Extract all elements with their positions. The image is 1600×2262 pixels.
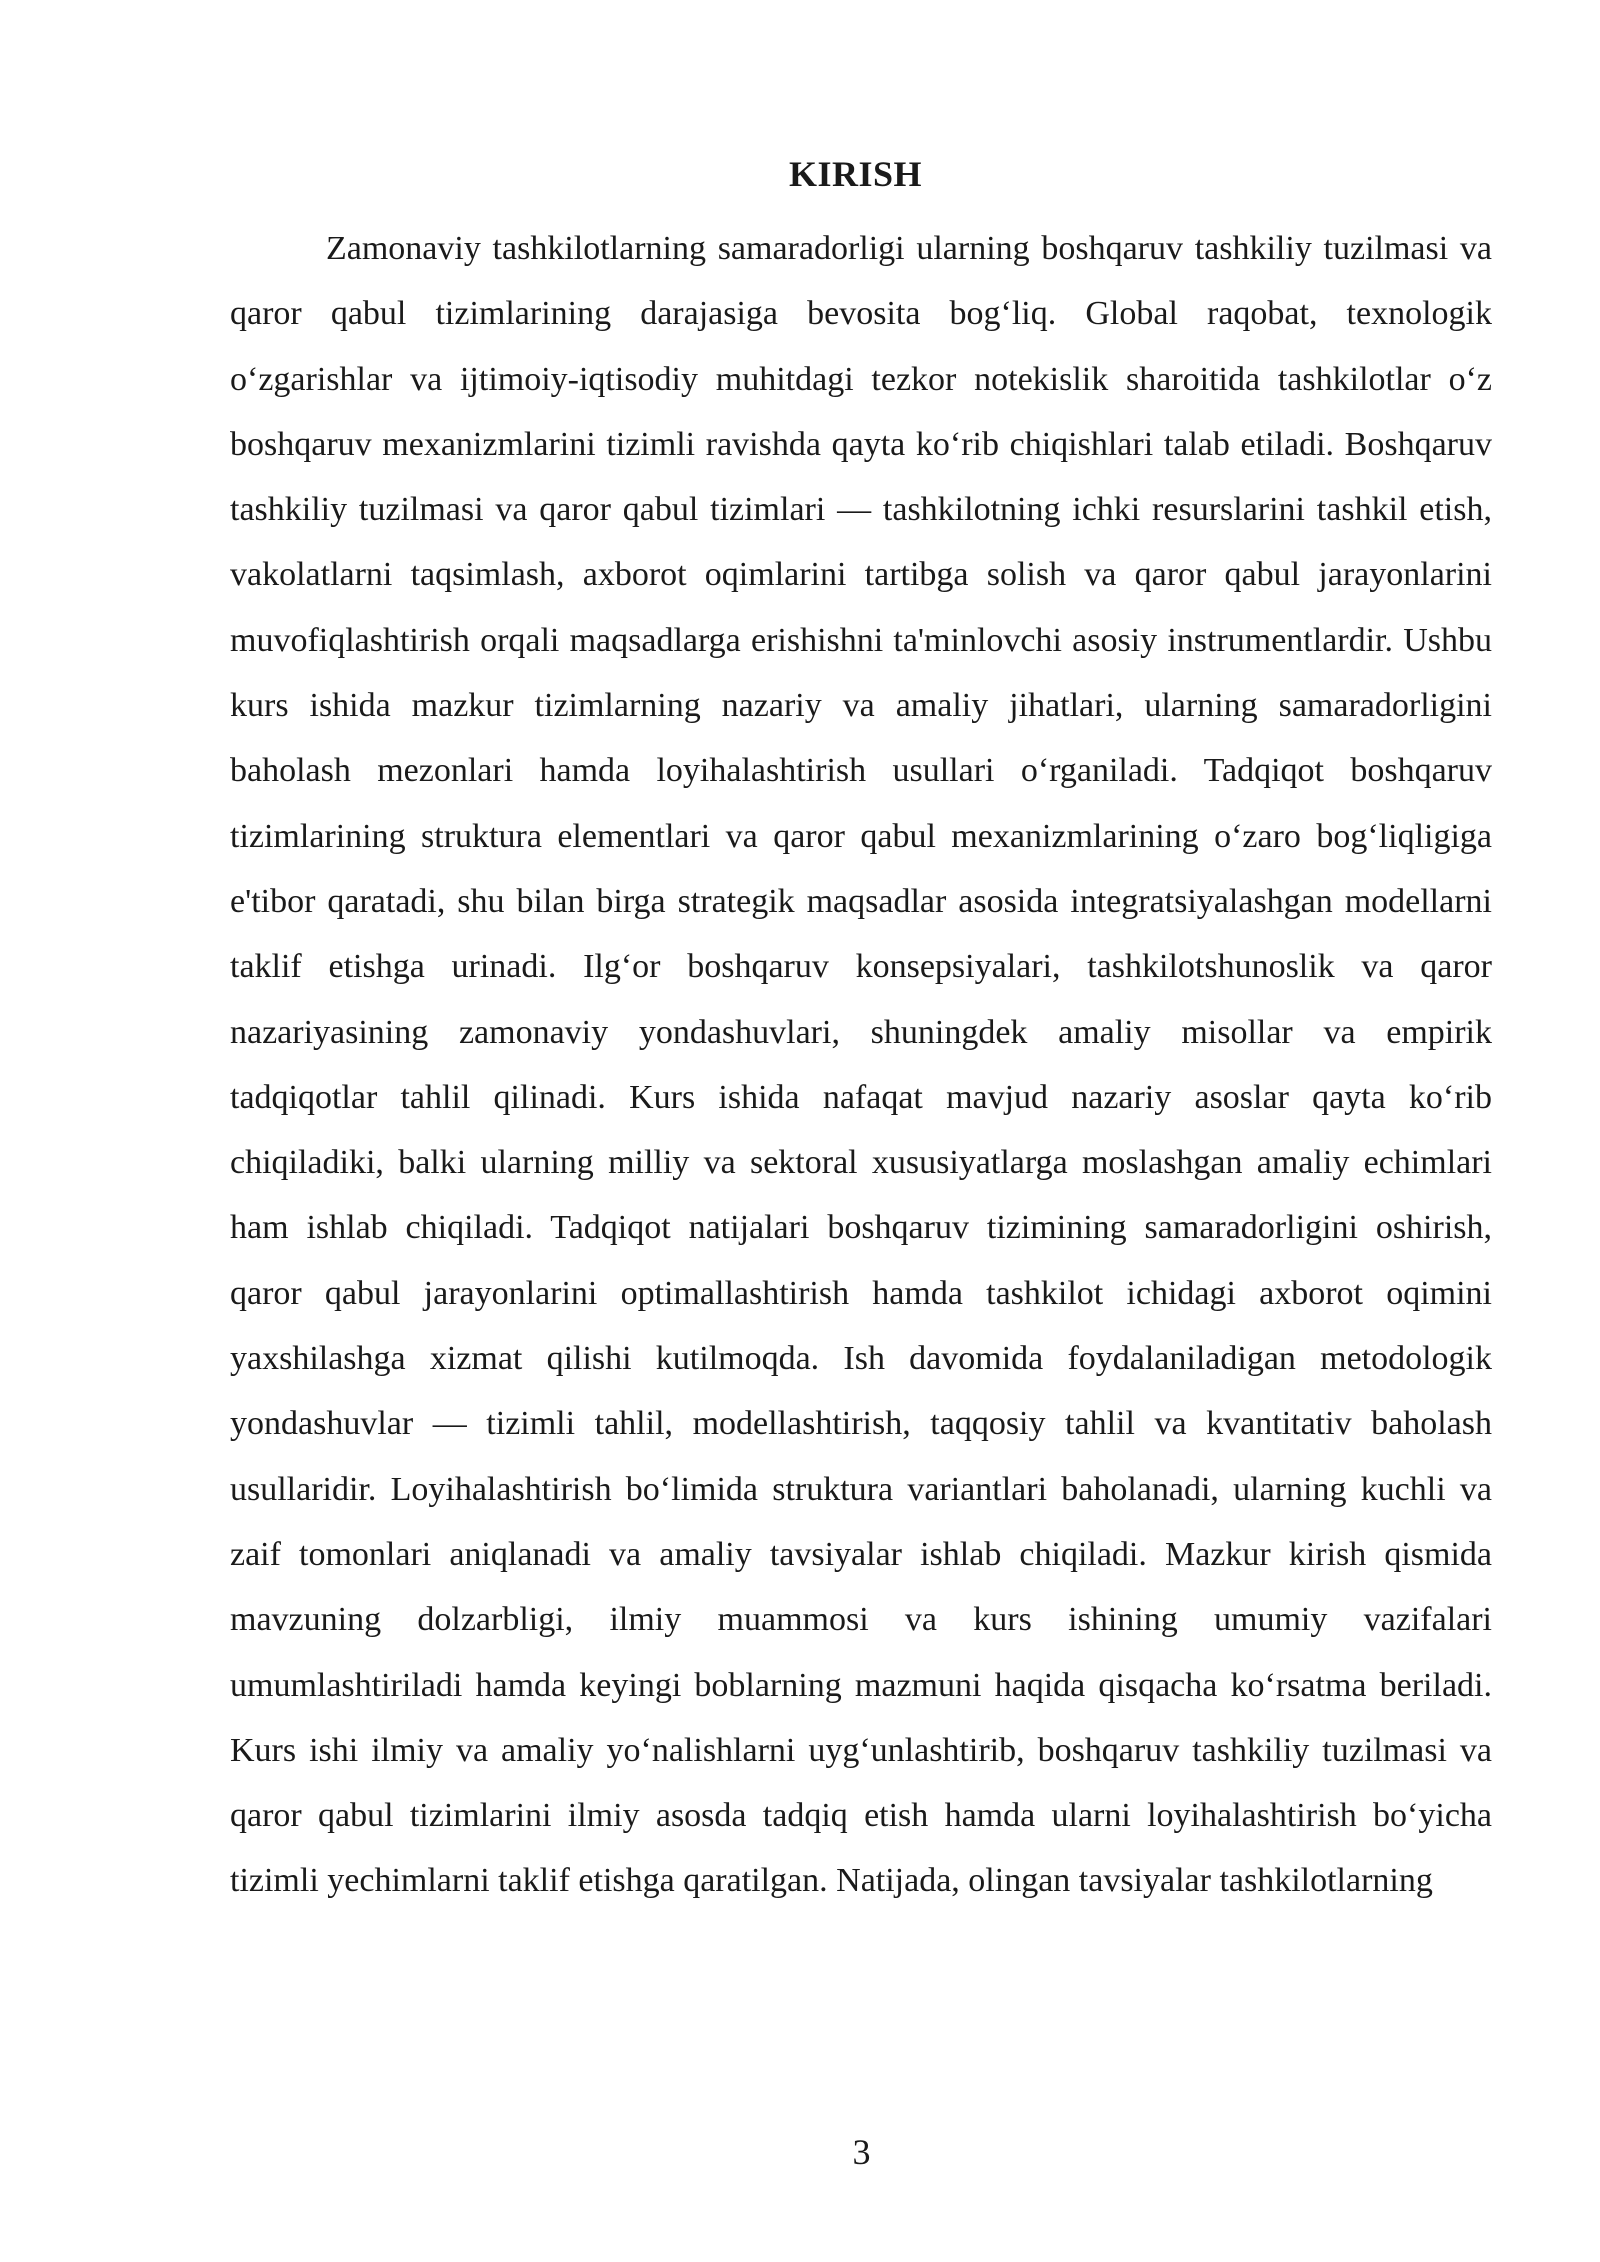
page-number: 3: [852, 2132, 871, 2172]
body-paragraph: Zamonaviy tashkilotlarning samaradorligi ularning boshqaruv tashkiliy tuzilmasi va qaror qabul tizimlarining darajasiga bevosita bog‘liq. Global raqobat, texnologik o‘zgarishlar va ijtimoiy-iqtisodiy muhitdagi tezkor notekislik sharoitida tashkilotlar o‘z boshqaruv mexanizmlarini tizimli ravishda qayta ko‘rib chiqishlari talab etiladi. Boshqaruv tashkiliy tuzilmasi va qaror qabul tizimlari — tashkilotning ichki resurslarini tashkil etish, vakolatlarni taqsimlash, axborot oqimlarini tartibga solish va qaror qabul jarayonlarini muvofiqlashtirish orqali maqsadlarga erishishni ta'minlovchi asosiy instrumentlardir. Ushbu kurs ishida mazkur tizimlarning nazariy va amaliy jihatlari, ularning samaradorligini baholash mezonlari hamda loyihalashtirish usullari o‘rganiladi. Tadqiqot boshqaruv tizimlarining struktura elementlari va qaror qabul mexanizmlarining o‘zaro bog‘liqligiga e'tibor qaratadi, shu bilan birga strategik maqsadlar asosida integratsiyalashgan modellarni taklif etishga urinadi. Ilg‘or boshqaruv konsepsiyalari, tashkilotshunoslik va qaror nazariyasining zamonaviy yondashuvlari, shuningdek amaliy misollar va empirik tadqiqotlar tahlil qilinadi. Kurs ishida nafaqat mavjud nazariy asoslar qayta ko‘rib chiqiladiki, balki ularning milliy va sektoral xususiyatlarga moslashgan amaliy echimlari ham ishlab chiqiladi. Tadqiqot natijalari boshqaruv tizimining samaradorligini oshirish, qaror qabul jarayonlarini optimallashtirish hamda tashkilot ichidagi axborot oqimini yaxshilashga xizmat qilishi kutilmoqda. Ish davomida foydalaniladigan metodologik yondashuvlar — tizimli tahlil, modellashtirish, taqqosiy tahlil va kvantitativ baholash usullaridir. Loyihalashtirish bo‘limida struktura variantlari baholanadi, ularning kuchli va zaif tomonlari aniqlanadi va amaliy tavsiyalar ishlab chiqiladi. Mazkur kirish qismida mavzuning dolzarbligi, ilmiy muammosi va kurs ishining umumiy vazifalari umumlashtiriladi hamda keyingi boblarning mazmuni haqida qisqacha ko‘rsatma beriladi. Kurs ishi ilmiy va amaliy yo‘nalishlarni uyg‘unlashtirib, boshqaruv tashkiliy tuzilmasi va qaror qabul tizimlarini ilmiy asosda tadqiq etish hamda ularni loyihalashtirish bo‘yicha tizimli yechimlarni taklif etishga qaratilgan. Natijada, olingan tavsiyalar tashkilotlarning: [230, 230, 1492, 1900]
section-heading: KIRISH: [788, 154, 923, 194]
